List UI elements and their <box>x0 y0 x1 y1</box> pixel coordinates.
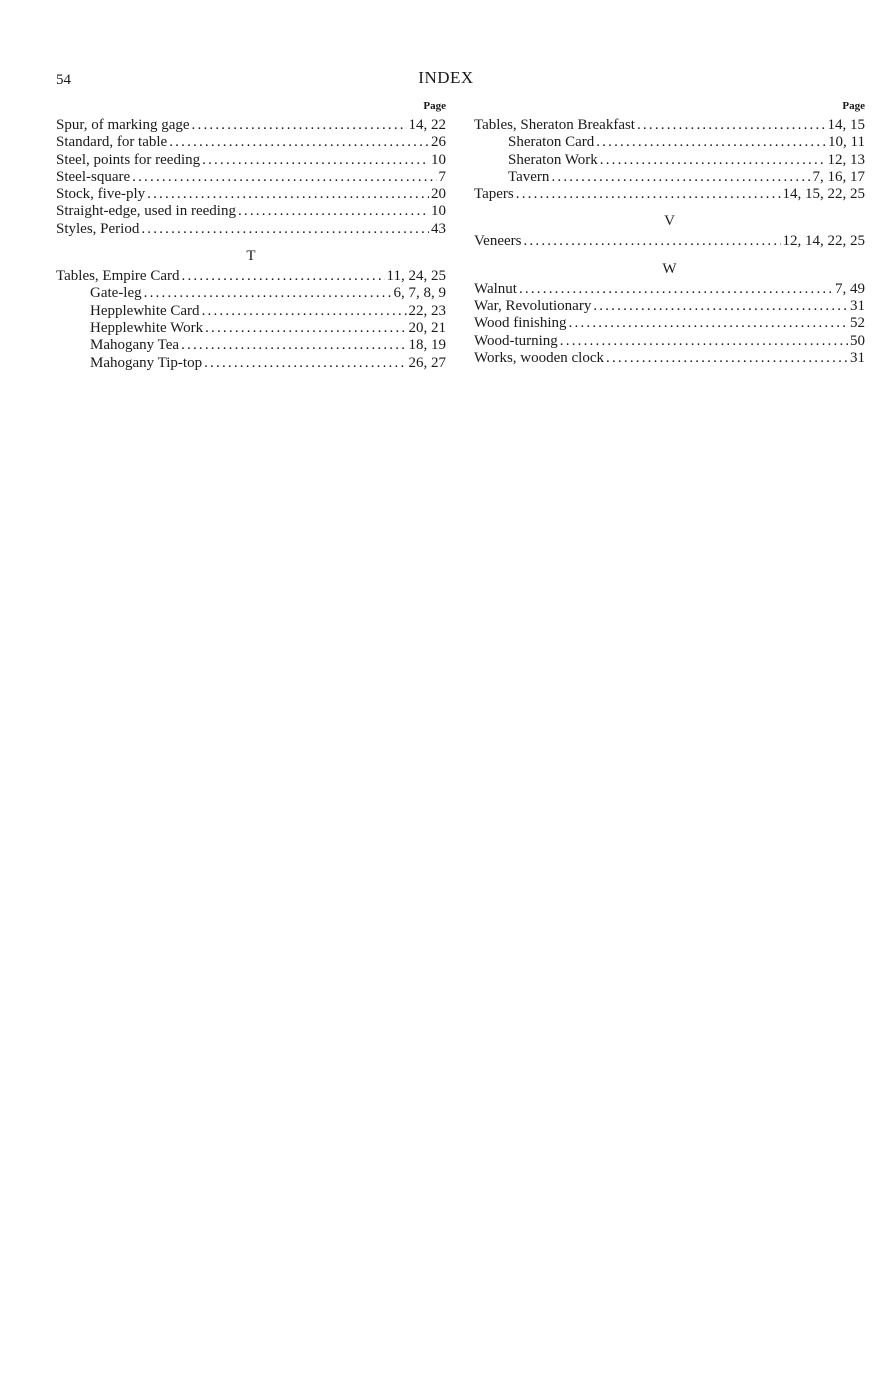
index-subentry <box>56 320 446 337</box>
index-entry <box>56 268 446 285</box>
dot-leader <box>132 169 436 186</box>
index-pages: 6, 7, 8, 9 <box>393 285 446 302</box>
dot-leader <box>569 315 848 332</box>
section-letter-t: T <box>246 248 256 265</box>
index-pages: 20 <box>431 186 446 203</box>
index-pages: 18, 19 <box>408 337 446 354</box>
dot-leader <box>202 152 429 169</box>
index-term: Hepplewhite Work <box>90 319 204 336</box>
index-term: Steel, points for reeding <box>56 151 201 168</box>
page-column-label: Page <box>423 100 446 112</box>
index-term: War, Revolutionary <box>474 298 592 315</box>
index-pages: 14, 22 <box>408 117 446 133</box>
index-term: Hepplewhite Card <box>90 302 200 319</box>
index-entry <box>474 233 865 250</box>
index-pages: 52 <box>850 315 865 332</box>
index-pages: 50 <box>850 332 865 349</box>
index-term: Walnut <box>474 280 517 297</box>
index-entry <box>56 221 446 238</box>
index-pages: 7, 16, 17 <box>812 168 865 185</box>
index-entry <box>56 152 446 169</box>
index-term: Works, wooden clock <box>474 349 605 366</box>
index-pages: 10 <box>431 203 446 220</box>
index-entry <box>474 315 865 332</box>
index-subentry <box>474 152 865 169</box>
index-pages: 7 <box>438 168 446 185</box>
index-term: Veneers <box>474 233 522 250</box>
index-term: Straight-edge, used in reeding <box>56 203 236 220</box>
index-term: Tables, Empire Card <box>56 268 180 285</box>
index-pages: 26, 27 <box>408 354 446 371</box>
index-subentry <box>56 337 446 354</box>
index-pages: 12, 14, 22, 25 <box>782 233 865 250</box>
index-pages: 10 <box>431 151 446 168</box>
index-pages: 10, 11 <box>828 134 865 151</box>
dot-leader <box>147 186 429 203</box>
index-pages: 26 <box>431 134 446 151</box>
index-pages: 20, 21 <box>408 319 446 336</box>
index-pages: 43 <box>431 220 446 237</box>
index-entry <box>474 298 865 315</box>
index-entry <box>474 186 865 203</box>
index-column-right <box>474 98 865 367</box>
page-number: 54 <box>56 72 71 88</box>
index-term: Wood finishing <box>474 315 567 332</box>
dot-leader <box>192 117 407 134</box>
index-term: Tables, Sheraton Breakfast <box>474 117 635 133</box>
index-pages: 31 <box>850 298 865 315</box>
dot-leader <box>606 350 848 367</box>
index-entry <box>56 169 446 186</box>
dot-leader <box>204 355 406 372</box>
index-pages: 7, 49 <box>835 280 865 297</box>
dot-leader <box>596 134 826 151</box>
index-subentry <box>56 285 446 302</box>
index-term: Tapers <box>474 186 514 203</box>
index-column-left <box>56 98 446 372</box>
dot-leader <box>523 233 780 250</box>
dot-leader <box>181 337 406 354</box>
index-pages: 31 <box>850 349 865 366</box>
dot-leader <box>637 117 826 134</box>
running-head-title: INDEX <box>418 68 474 87</box>
dot-leader <box>600 152 826 169</box>
page-column-label: Page <box>842 100 865 112</box>
index-term: Standard, for table <box>56 134 168 151</box>
index-entry <box>56 203 446 220</box>
index-term: Sheraton Work <box>508 151 598 168</box>
index-pages: 14, 15, 22, 25 <box>782 186 865 203</box>
index-pages: 11, 24, 25 <box>386 268 446 285</box>
index-entry <box>56 117 446 134</box>
index-term: Steel-square <box>56 168 131 185</box>
dot-leader <box>551 169 810 186</box>
index-entry <box>474 281 865 298</box>
dot-leader <box>144 285 392 302</box>
dot-leader <box>593 298 848 315</box>
dot-leader <box>519 281 833 298</box>
index-term: Mahogany Tip-top <box>90 354 203 371</box>
index-pages: 14, 15 <box>827 117 865 133</box>
index-entry <box>474 350 865 367</box>
index-term: Mahogany Tea <box>90 337 180 354</box>
dot-leader <box>202 303 407 320</box>
index-entry <box>56 134 446 151</box>
index-term: Wood-turning <box>474 332 558 349</box>
index-subentry <box>474 169 865 186</box>
index-pages: 22, 23 <box>408 302 446 319</box>
index-subentry <box>56 303 446 320</box>
dot-leader <box>205 320 406 337</box>
index-subentry <box>474 134 865 151</box>
section-letter-w: W <box>662 260 677 277</box>
index-pages: 12, 13 <box>827 151 865 168</box>
dot-leader <box>169 134 429 151</box>
index-entry <box>474 333 865 350</box>
index-entry <box>474 117 865 134</box>
dot-leader <box>182 268 385 285</box>
index-term: Styles, Period <box>56 220 140 237</box>
index-term: Tavern <box>508 168 550 185</box>
index-term: Stock, five-ply <box>56 186 146 203</box>
dot-leader <box>516 186 781 203</box>
section-letter-v: V <box>664 213 675 230</box>
dot-leader <box>560 333 848 350</box>
index-subentry <box>56 355 446 372</box>
index-term: Gate-leg <box>90 285 142 302</box>
index-term: Sheraton Card <box>508 134 595 151</box>
dot-leader <box>141 221 429 238</box>
index-term: Spur, of marking gage <box>56 117 190 133</box>
dot-leader <box>238 203 429 220</box>
index-entry <box>56 186 446 203</box>
